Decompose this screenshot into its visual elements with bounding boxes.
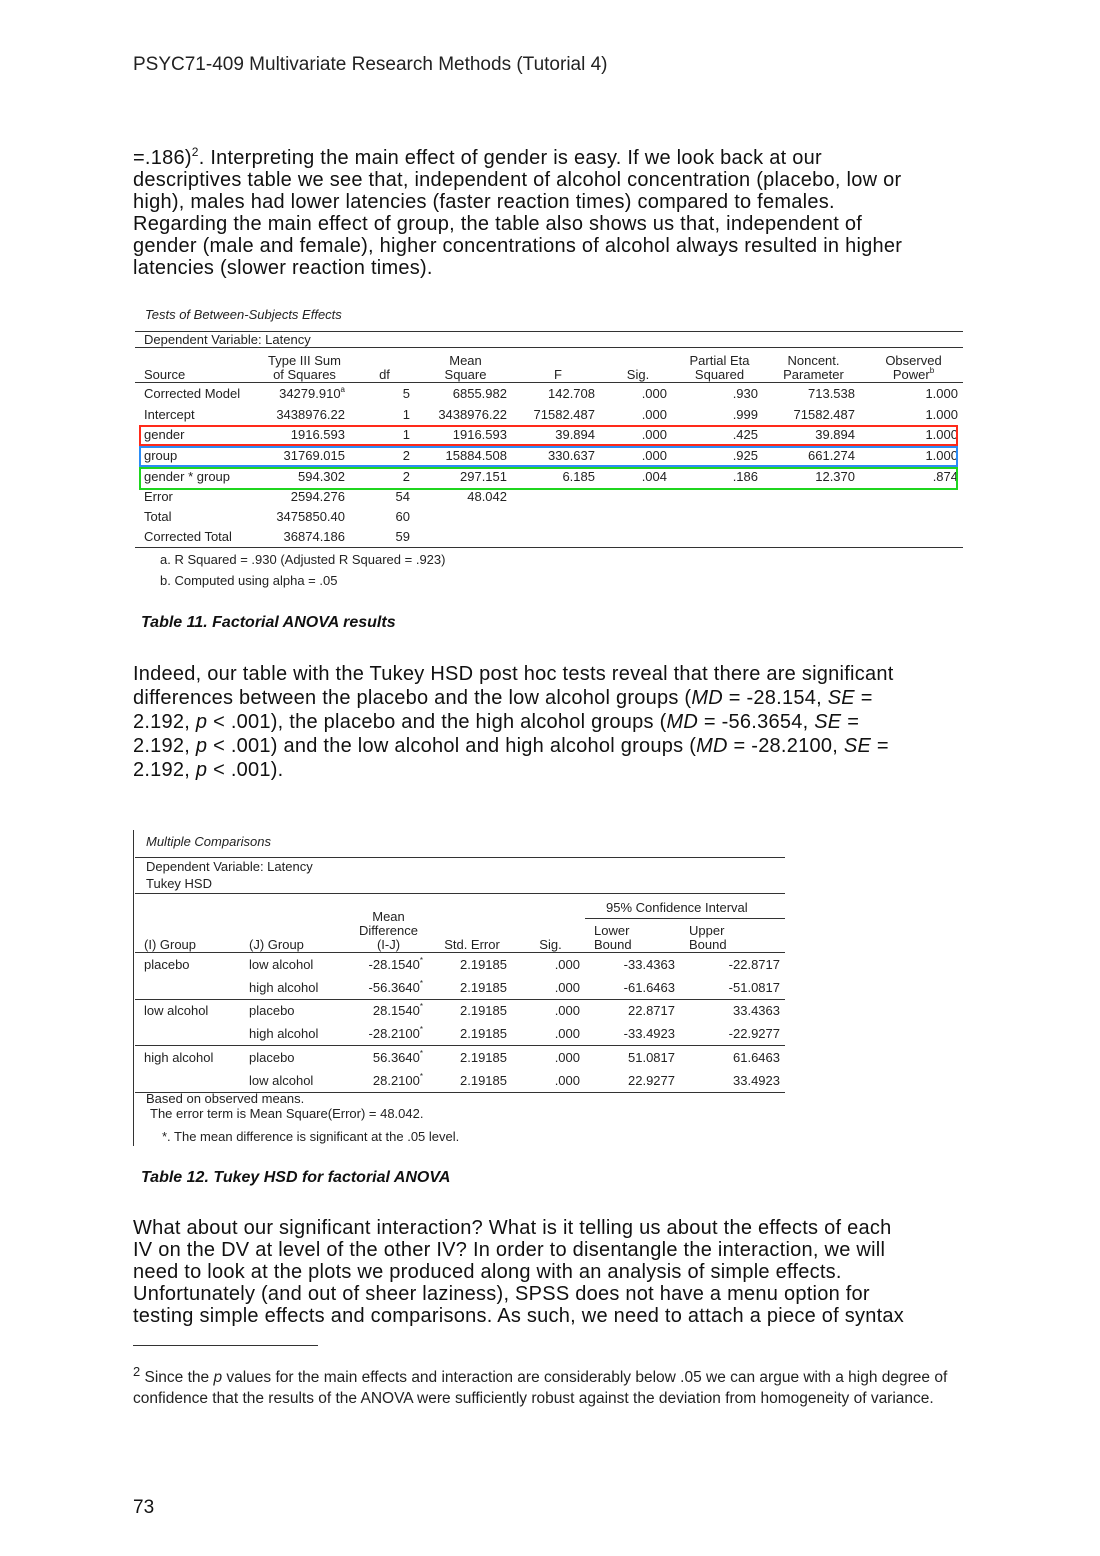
text-run: Since the: [140, 1369, 214, 1387]
table-cell: 1.000: [925, 385, 958, 401]
text-run: 2.192,: [133, 711, 196, 733]
text-run: MD: [666, 711, 699, 733]
table-cell: low alcohol: [249, 1072, 314, 1088]
anova-footnote-a: a. R Squared = .930 (Adjusted R Squared = .923): [160, 552, 446, 567]
table-cell: [860, 527, 963, 547]
table-cell: [672, 527, 763, 547]
table-cell: 2: [402, 469, 410, 485]
table-cell: .000: [554, 956, 580, 972]
text-run: 2.192,: [133, 735, 196, 757]
text-run: =: [854, 687, 873, 709]
ci-header: 95% Confidence Interval: [606, 900, 748, 915]
text-line: [133, 686, 894, 710]
table-cell: .000: [554, 1050, 580, 1066]
text-line: [133, 1261, 904, 1283]
interaction-row-highlight: [139, 467, 958, 490]
text-run: < .001).: [207, 759, 284, 781]
text-line: [133, 1283, 904, 1305]
table-cell: [135, 976, 240, 999]
table-cell: 48.042: [467, 489, 507, 505]
column-header: Sig.: [539, 937, 562, 952]
table-cell: .874: [932, 469, 958, 485]
table-cell: placebo: [249, 1050, 295, 1066]
text-run: MD: [696, 735, 728, 757]
table-cell: high alcohol: [249, 979, 319, 995]
text-run: p: [213, 1369, 223, 1387]
table-cell: 28.2100*: [372, 1071, 423, 1088]
table-cell: 1.000: [925, 427, 958, 443]
table-cell: 3475850.40: [276, 509, 345, 525]
text-run: Indeed, our table with the Tukey HSD post hoc tests reveal that there are significant: [133, 663, 894, 685]
table-cell: 2.19185: [460, 1050, 507, 1066]
column-header: Lower Bound: [594, 923, 632, 952]
table-12-caption: Table 12. Tukey HSD for factorial ANOVA: [141, 1169, 451, 1186]
text-line: [133, 1239, 904, 1261]
table-cell: .000: [554, 979, 580, 995]
table-cell: 2.19185: [460, 1026, 507, 1042]
table-cell: gender: [144, 427, 185, 443]
tukey-footnote-3: *. The mean difference is significant at the .05 level.: [162, 1129, 460, 1144]
table-cell: placebo: [144, 956, 190, 972]
text-run: high), males had lower latencies (faster reaction times) compared to females.: [133, 191, 835, 213]
text-run: = -28.2100,: [727, 735, 844, 757]
text-run: SE: [843, 735, 872, 757]
table-cell: high alcohol: [144, 1050, 214, 1066]
header-row: [135, 348, 963, 383]
text-run: 2.192,: [133, 759, 196, 781]
table-row: [135, 507, 963, 527]
table-cell: 36874.186: [283, 529, 345, 545]
table-cell: 60: [395, 509, 410, 525]
table-cell: [512, 507, 600, 527]
column-header: Sig.: [626, 367, 650, 382]
table-cell: [763, 527, 860, 547]
table-cell: [763, 507, 860, 527]
table-row: [135, 1046, 785, 1069]
column-header: F: [554, 367, 562, 382]
table-cell: 2.19185: [460, 979, 507, 995]
table-cell: 330.637: [548, 448, 595, 464]
tukey-table: [135, 902, 785, 1093]
text-run: < .001) and the low alcohol and high alcohol groups (: [207, 735, 697, 757]
text-line: [133, 710, 894, 734]
text-run: < .001), the placebo and the high alcohol groups (: [207, 711, 667, 733]
table-cell: [415, 507, 512, 527]
table-cell: .186: [732, 469, 758, 485]
table-cell: .004: [641, 469, 667, 485]
table-cell: 142.708: [548, 385, 595, 401]
gender-row-highlight: [139, 425, 958, 446]
table-cell: -61.6463: [623, 979, 675, 995]
table-cell: low alcohol: [144, 1003, 209, 1019]
table-cell: .000: [554, 1072, 580, 1088]
table-cell: 713.538: [808, 385, 855, 401]
table-cell: 3438976.22: [276, 406, 345, 422]
table-cell: [860, 507, 963, 527]
table-cell: 22.9277: [628, 1072, 675, 1088]
text-run: p: [195, 735, 208, 757]
text-line: [133, 191, 902, 213]
table-cell: -33.4923: [623, 1026, 675, 1042]
table-cell: [135, 1069, 240, 1092]
table-cell: 56.3640*: [372, 1049, 423, 1066]
table-cell: 33.4923: [733, 1072, 780, 1088]
table-cell: gender * group: [144, 469, 231, 485]
anova-table-title: Tests of Between-Subjects Effects: [145, 307, 342, 322]
table-cell: .000: [554, 1026, 580, 1042]
table-cell: 39.894: [555, 427, 595, 443]
table-cell: high alcohol: [249, 1026, 319, 1042]
table-cell: 61.6463: [733, 1050, 780, 1066]
table-cell: 1916.593: [290, 427, 345, 443]
column-header: Type III Sum of Squares: [268, 353, 341, 382]
table-cell: 5: [402, 385, 410, 401]
text-run: differences between the placebo and the low alcohol groups (: [133, 687, 692, 709]
table-11-caption: Table 11. Factorial ANOVA results: [141, 614, 396, 631]
text-run: values for the main effects and interaction are considerably below .05 we can argue with a high degree of confidence that the results of the ANOVA were sufficiently robust against the deviation from homogeneity of variance.: [133, 1369, 948, 1407]
table-cell: -28.1540*: [368, 955, 423, 972]
table-row: [135, 383, 963, 404]
column-header: Mean Difference (I-J): [358, 909, 418, 952]
table-cell: 39.894: [815, 427, 855, 443]
text-line: [133, 662, 894, 686]
table-cell: -51.0817: [728, 979, 780, 995]
text-run: =.186): [133, 147, 192, 169]
text-run: latencies (slower reaction times).: [133, 257, 433, 279]
table-cell: 33.4363: [733, 1003, 780, 1019]
text-line: [133, 213, 902, 235]
column-header: (J) Group: [249, 937, 304, 952]
tukey-method: Tukey HSD: [146, 876, 212, 891]
text-run: need to look at the plots we produced along with an analysis of simple effects.: [133, 1261, 842, 1283]
text-run: . Interpreting the main effect of gender is easy. If we look back at our: [198, 147, 822, 169]
table-cell: 1.000: [925, 448, 958, 464]
table-cell: 297.151: [460, 469, 507, 485]
table-cell: 31769.015: [283, 448, 345, 464]
column-header: Mean Square: [444, 353, 487, 382]
text-line: [133, 734, 894, 758]
table-cell: [600, 507, 672, 527]
text-run: SE: [827, 687, 855, 709]
group-row-highlight: [139, 446, 958, 467]
footnote-2: [133, 1362, 953, 1409]
anova-dependent-variable: Dependent Variable: Latency: [144, 332, 311, 347]
text-run: p: [195, 759, 208, 781]
table-cell: 1916.593: [452, 427, 507, 443]
table-cell: .930: [732, 385, 758, 401]
table-cell: 2.19185: [460, 1003, 507, 1019]
table-cell: 3438976.22: [438, 406, 507, 422]
table-cell: low alcohol: [249, 956, 314, 972]
table-cell: 2: [402, 448, 410, 464]
table-cell: 22.8717: [628, 1003, 675, 1019]
column-header: Partial Eta Squared: [689, 353, 750, 382]
text-line: [133, 1217, 904, 1239]
table-cell: [512, 527, 600, 547]
table-cell: placebo: [249, 1003, 295, 1019]
tukey-footnote-2: The error term is Mean Square(Error) = 48.042.: [150, 1106, 424, 1121]
table-cell: Corrected Total: [144, 529, 232, 545]
table-cell: Intercept: [144, 406, 195, 422]
text-run: SE: [814, 711, 842, 733]
column-header: df: [379, 367, 390, 382]
text-run: =: [841, 711, 860, 733]
text-line: [133, 257, 902, 279]
table-cell: 54: [395, 489, 410, 505]
table-cell: 15884.508: [445, 448, 507, 464]
tukey-table-title: Multiple Comparisons: [146, 834, 271, 849]
table-cell: [415, 527, 512, 547]
page-number: 73: [133, 1497, 155, 1518]
table-cell: -56.3640*: [368, 978, 423, 995]
running-header: PSYC71-409 Multivariate Research Methods (Tutorial 4): [133, 54, 608, 75]
table-cell: .000: [641, 385, 667, 401]
text-line: [133, 235, 902, 257]
table-cell: Total: [144, 509, 172, 525]
tukey-dependent-variable: Dependent Variable: Latency: [146, 859, 313, 874]
paragraph-tukey-results: [133, 662, 894, 782]
footnote-marker: 2: [133, 1364, 141, 1379]
table-cell: .999: [732, 406, 758, 422]
table-row: [135, 976, 785, 999]
table-cell: 594.302: [298, 469, 345, 485]
table-cell: 2.19185: [460, 1072, 507, 1088]
table-cell: 1: [402, 427, 410, 443]
table-cell: -22.8717: [728, 956, 780, 972]
table-cell: .425: [732, 427, 758, 443]
footnote-marker: 2: [191, 145, 199, 159]
text-run: IV on the DV at level of the other IV? In order to disentangle the interaction, we will: [133, 1239, 886, 1261]
column-header: (I) Group: [144, 937, 197, 952]
table-cell: 59: [395, 529, 410, 545]
text-run: testing simple effects and comparisons. As such, we need to attach a piece of syntax: [133, 1305, 905, 1327]
text-run: Regarding the main effect of group, the table also shows us that, independent of: [133, 213, 862, 235]
text-run: p: [195, 711, 208, 733]
table-row: [135, 404, 963, 425]
table-cell: [600, 527, 672, 547]
table-cell: .000: [641, 448, 667, 464]
table-cell: 6855.982: [452, 385, 507, 401]
paragraph-interaction: [133, 1217, 904, 1327]
table-cell: 71582.487: [793, 406, 855, 422]
text-line: [133, 169, 902, 191]
column-header: Source: [144, 367, 186, 382]
table-cell: .000: [554, 1003, 580, 1019]
table-cell: 12.370: [815, 469, 855, 485]
text-run: =: [871, 735, 889, 757]
table-cell: 661.274: [808, 448, 855, 464]
text-run: = -56.3654,: [698, 711, 815, 733]
table-row: [135, 999, 785, 1022]
table-cell: -22.9277: [728, 1026, 780, 1042]
column-header: Upper Bound: [689, 923, 727, 952]
text-run: Unfortunately (and out of sheer laziness), SPSS does not have a menu option for: [133, 1283, 870, 1305]
column-header: Std. Error: [444, 937, 500, 952]
table-cell: Corrected Model: [144, 385, 241, 401]
table-cell: 1.000: [925, 406, 958, 422]
text-run: gender (male and female), higher concentrations of alcohol always resulted in higher: [133, 235, 903, 257]
table-cell: 2.19185: [460, 956, 507, 972]
table-cell: 1: [402, 406, 410, 422]
table-cell: group: [144, 448, 178, 464]
table-cell: 71582.487: [533, 406, 595, 422]
header-row: [135, 902, 785, 953]
text-line: [133, 147, 902, 169]
table-cell: [672, 507, 763, 527]
table-row: [135, 953, 785, 976]
text-line: [133, 1305, 904, 1327]
text-run: What about our significant interaction? What is it telling us about the effects of each: [133, 1217, 892, 1239]
table-cell: Error: [144, 489, 173, 505]
text-run: descriptives table we see that, independent of alcohol concentration (placebo, low or: [133, 169, 902, 191]
table-cell: [135, 1022, 240, 1045]
text-run: = -28.154,: [722, 687, 828, 709]
text-line: [133, 758, 894, 782]
column-header: Noncent. Parameter: [783, 353, 844, 382]
table-cell: -28.2100*: [368, 1025, 423, 1042]
tukey-footnote-1: Based on observed means.: [146, 1091, 305, 1106]
column-header: Observed Power$^b$: [885, 353, 942, 382]
paragraph-gender-effects: [133, 147, 902, 279]
table-cell: 34279.910$^a$: [279, 384, 345, 401]
table-cell: 6.185: [562, 469, 595, 485]
table-cell: .925: [732, 448, 758, 464]
table-row: [135, 527, 963, 547]
anova-footnote-b: b. Computed using alpha = .05: [160, 573, 338, 588]
table-row: [135, 1069, 785, 1092]
table-cell: 28.1540*: [372, 1002, 423, 1019]
text-run: MD: [691, 687, 723, 709]
table-cell: -33.4363: [623, 956, 675, 972]
table-cell: 2594.276: [290, 489, 345, 505]
table-cell: .000: [641, 427, 667, 443]
table-cell: 51.0817: [628, 1050, 675, 1066]
table-row: [135, 1022, 785, 1045]
table-cell: .000: [641, 406, 667, 422]
